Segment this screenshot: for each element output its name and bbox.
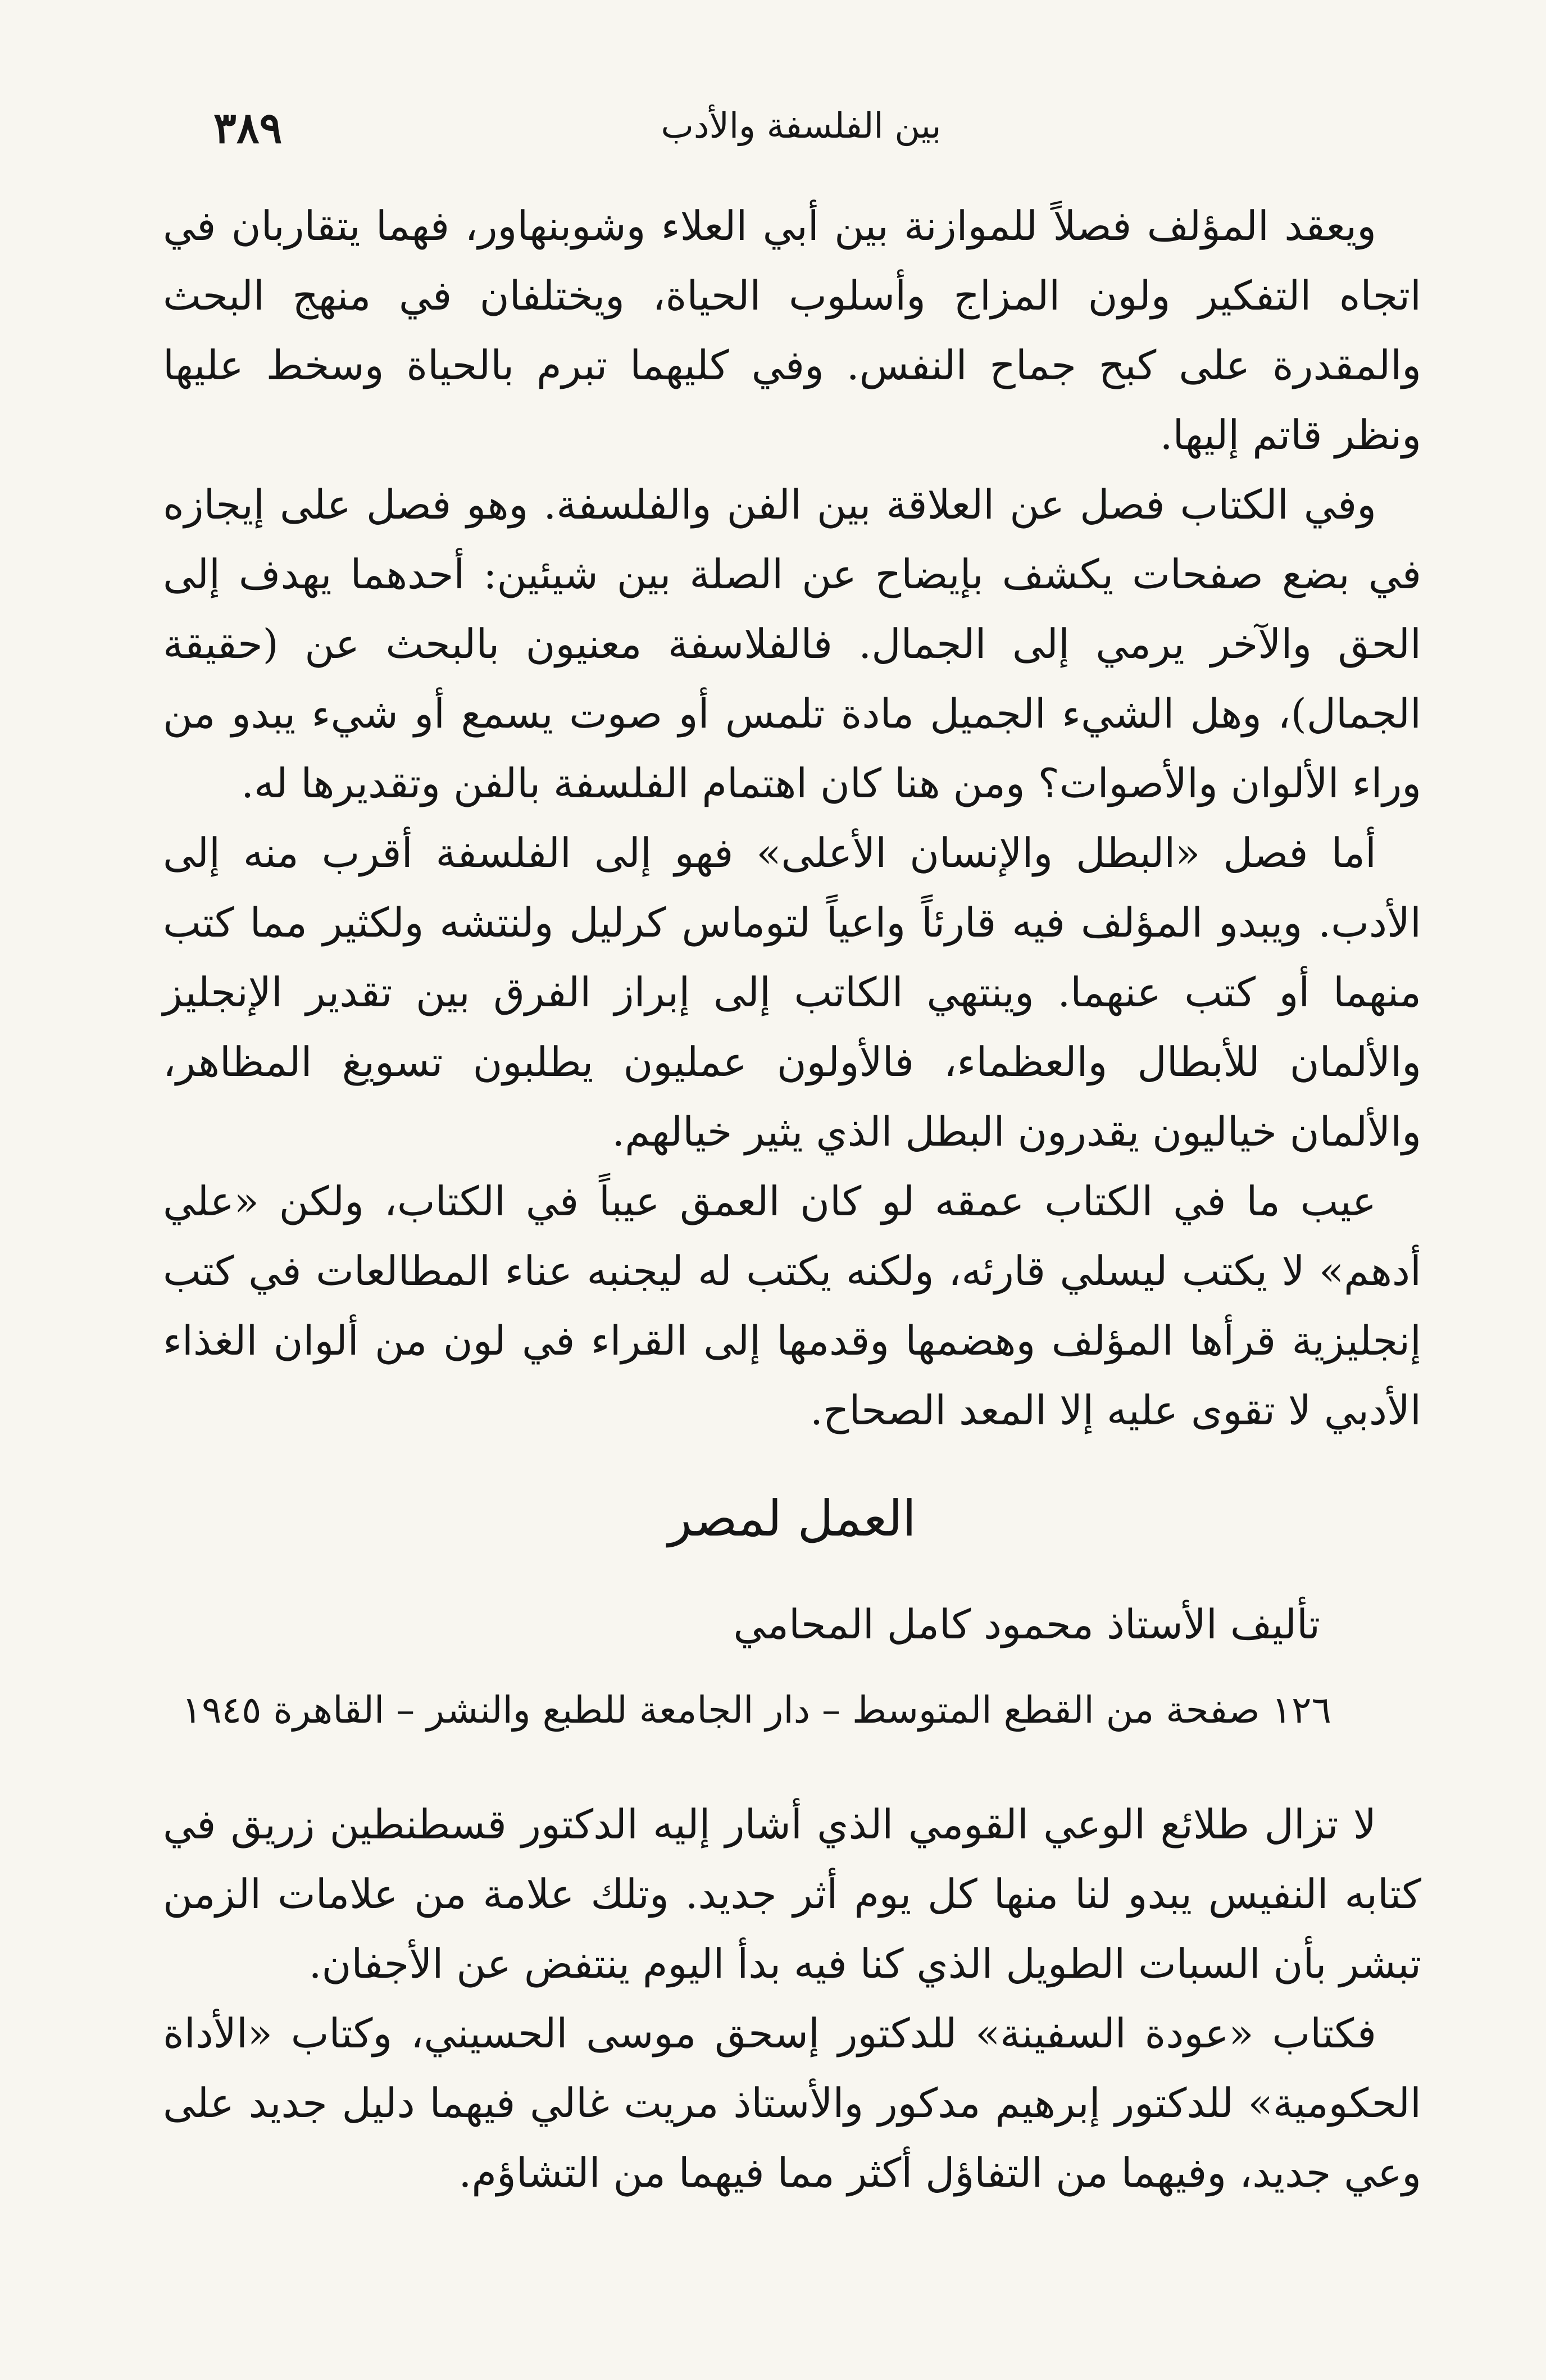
review-heading-section <box>163 1489 1421 1732</box>
review-author: تأليف الأستاذ محمود كامل المحامي <box>733 1600 1320 1648</box>
paragraph: وفي الكتاب فصل عن العلاقة بين الفن والفلسفة. وهو فصل على إيجازه في بضع صفحات يكشف بإيضاح عن الصلة بين شيئين: أحدهما يهدف إلى الحق والآخر يرمي إلى الجمال. فالفلاسفة معنيون بالبحث عن (حقيقة الجمال)، وهل الشيء الجميل مادة تلمس أو صوت يسمع أو شيء يبدو من وراء الألوان والأصوات؟ ومن هنا كان اهتمام الفلسفة بالفن وتقديرها له. <box>163 481 1422 807</box>
paragraph: ويعقد المؤلف فصلاً للموازنة بين أبي العلاء وشوبنهاور، فهما يتقاربان في اتجاه التفكير ولون المزاج وأسلوب الحياة، ويختلفان في منهج البحث والمقدرة على كبح جماح النفس. وفي كليهما تبرم بالحياة وسخط عليها ونظر قاتم إليها. <box>163 202 1421 458</box>
review-body <box>163 1789 1421 2208</box>
review-paragraph: فكتاب «عودة السفينة» للدكتور إسحق موسى الحسيني، وكتاب «الأداة الحكومية» للدكتور إبرهيم مدكور والأستاذ مريت غالي فيهما دليل جديد على وعي جديد، وفيهما من التفاؤل أكثر مما فيهما من التشاؤم. <box>163 2010 1421 2196</box>
review-title: العمل لمصر <box>668 1489 916 1547</box>
running-title: بين الفلسفة والأدب <box>661 105 942 146</box>
page-header <box>185 84 1417 152</box>
paragraph: أما فصل «البطل والإنسان الأعلى» فهو إلى الفلسفة أقرب منه إلى الأدب. ويبدو المؤلف فيه قارئاً واعياً لتوماس كرليل ولنتشه ولكثير مما كتب منهما أو كتب عنهما. وينتهي الكاتب إلى إبراز الفرق بين تقدير الإنجليز والألمان للأبطال والعظماء، فالأولون عمليون يطلبون تسويغ المظاهر، والألمان خياليون يقدرون البطل الذي يثير خيالهم. <box>163 829 1422 1155</box>
review-paragraph: لا تزال طلائع الوعي القومي الذي أشار إليه الدكتور قسطنطين زريق في كتابه النفيس يبدو لنا منها كل يوم أثر جديد. وتلك علامة من علامات الزمن تبشر بأن السبات الطويل الذي كنا فيه بدأ اليوم ينتفض عن الأجفان. <box>163 1801 1421 1987</box>
page-body <box>163 191 1421 1445</box>
publication-details: ١٢٦ صفحة من القطع المتوسط – دار الجامعة للطبع والنشر – القاهرة ١٩٤٥ <box>181 1688 1331 1732</box>
paragraph: عيب ما في الكتاب عمقه لو كان العمق عيباً في الكتاب، ولكن «علي أدهم» لا يكتب ليسلي قارئه، ولكنه يكتب له ليجنبه عناء المطالعات في كتب إنجليزية قرأها المؤلف وهضمها وقدمها إلى القراء في لون من ألوان الغذاء الأدبي لا تقوى عليه إلا المعد الصحاح. <box>163 1178 1421 1434</box>
page-number: ٣٨٩ <box>213 103 283 153</box>
